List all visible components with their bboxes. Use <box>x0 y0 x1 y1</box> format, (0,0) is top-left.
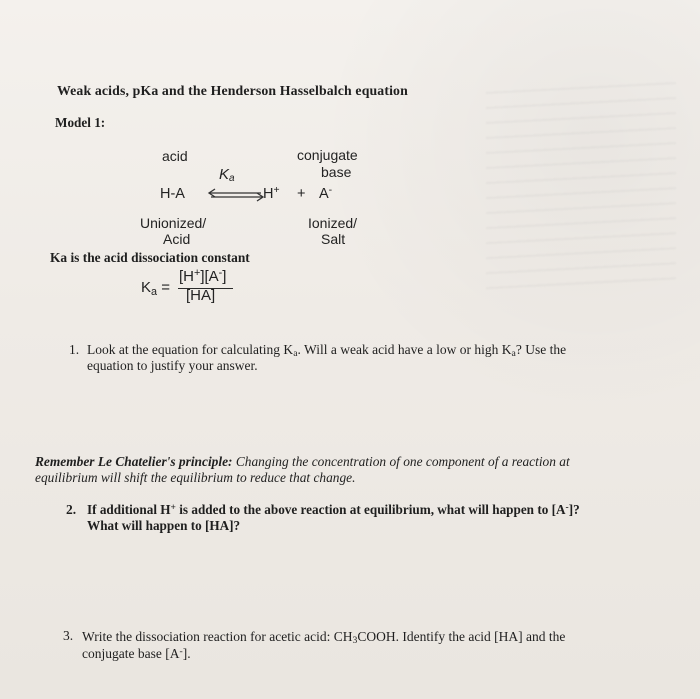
h-plus-species <box>263 186 280 202</box>
question-1-text <box>87 342 607 374</box>
question-1-part-1: Look at the equation for calculating K <box>87 342 294 357</box>
equation-k-subscript: a <box>151 285 158 298</box>
a-minus-species <box>319 186 332 202</box>
equation-k: K <box>141 279 152 296</box>
plus-sign: + <box>297 186 306 202</box>
question-2-part-2-sup: - <box>565 502 569 513</box>
question-2-part-2: is added to the above reaction at equilibrium, what will happen to [A <box>175 502 566 517</box>
salt-label: Salt <box>321 231 346 247</box>
question-2-part-1-sup: + <box>170 502 176 513</box>
question-2-text <box>87 502 607 534</box>
worksheet-title: Weak acids, pKa and the Henderson Hasselbalch equation <box>57 83 408 98</box>
numerator-part-2: ][A <box>200 268 219 285</box>
numerator-part-1-sup: + <box>194 267 201 280</box>
conjugate-label: conjugate <box>297 147 358 163</box>
base-label: base <box>321 164 352 180</box>
question-1-part-2-sub: a <box>511 348 516 360</box>
question-3-part-1: Write the dissociation reaction for acetic acid: CH <box>82 629 353 644</box>
question-2-part-3: ]? What will happen to [HA]? <box>87 502 580 533</box>
question-3-text <box>82 628 612 662</box>
h-charge: + <box>273 185 280 197</box>
question-2-part-1: If additional H <box>87 502 171 517</box>
ka-equation-left <box>141 279 170 296</box>
le-chatelier-reminder <box>35 454 595 486</box>
equation-equals: = <box>161 279 170 296</box>
a-charge: - <box>328 185 333 197</box>
equilibrium-arrow-icon <box>207 187 265 203</box>
reminder-body: Changing the concentration of one component of a reaction at equilibrium will shift the equilibrium to reduce that change. <box>35 454 570 485</box>
equation-numerator <box>179 268 226 285</box>
question-2-number: 2. <box>66 502 77 517</box>
numerator-part-3: ] <box>222 268 227 285</box>
numerator-part-2-sup: - <box>218 267 223 280</box>
acid-label: acid <box>162 148 188 164</box>
question-1-number: 1. <box>69 342 80 357</box>
question-3-part-2: COOH. Identify the acid [HA] and the conjugate base [A <box>82 629 566 661</box>
ka-label <box>219 166 235 184</box>
reminder-lead: Remember Le Chatelier's principle: <box>35 454 233 469</box>
acid-state-label: Acid <box>163 231 191 247</box>
equation-denominator: [HA] <box>186 287 216 304</box>
a-species: A <box>319 186 329 202</box>
ka-subscript: a <box>229 173 235 184</box>
model-heading: Model 1: <box>55 115 106 130</box>
ionized-label: Ionized/ <box>308 215 358 231</box>
h-species: H <box>263 186 274 202</box>
numerator-part-1: [H <box>179 268 194 285</box>
question-1-part-2: . Will a weak acid have a low or high K <box>297 342 512 357</box>
question-1-part-1-sub: a <box>293 348 298 360</box>
question-3-number: 3. <box>63 628 74 643</box>
ka-symbol: K <box>219 166 230 183</box>
question-3-part-2-sup: - <box>179 645 183 657</box>
ha-species: H-A <box>160 186 185 202</box>
unionized-label: Unionized/ <box>140 215 207 231</box>
question-1-part-3: ? Use the equation to justify your answer. <box>87 342 567 373</box>
dissociation-note: Ka is the acid dissociation constant <box>50 250 250 265</box>
show-through-text <box>486 82 676 292</box>
question-3-part-3: ]. <box>182 646 191 661</box>
question-3-part-1-sub: 3 <box>352 635 358 647</box>
